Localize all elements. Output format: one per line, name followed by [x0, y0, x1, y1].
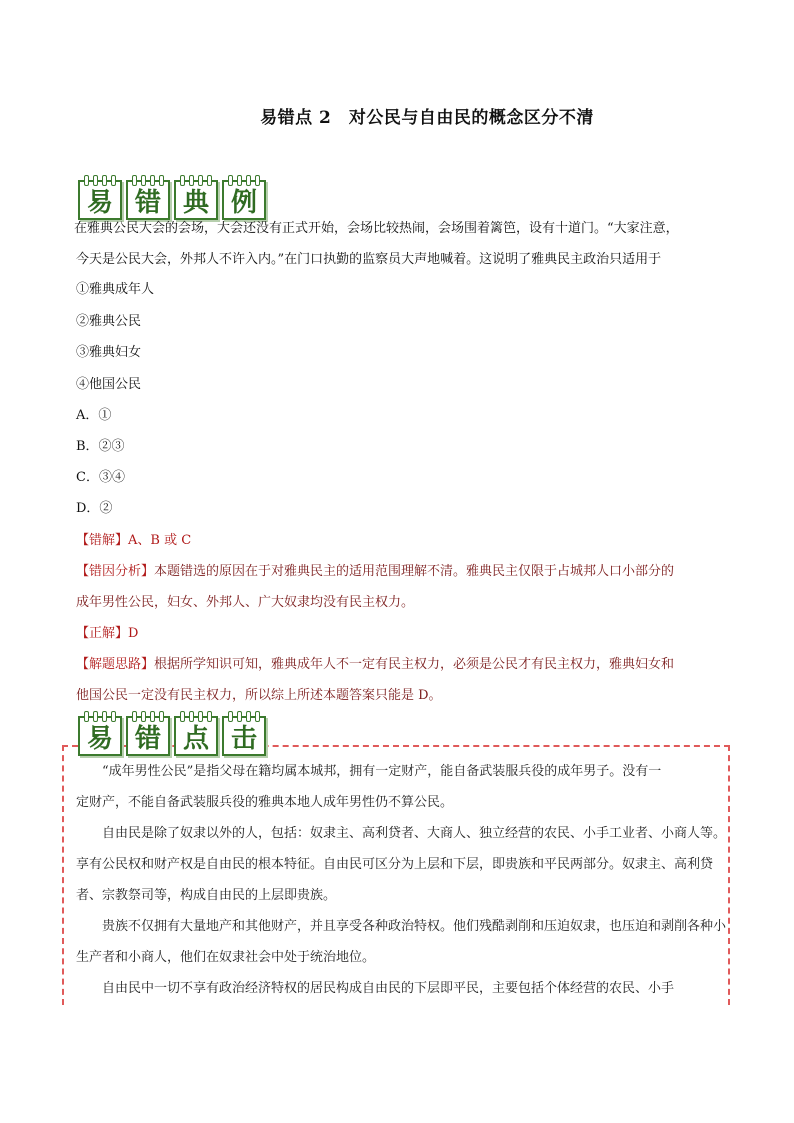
badge-char: 易: [78, 180, 122, 220]
error-analysis-label: 【错因分析】: [76, 564, 155, 579]
notes-paragraph-4: 自由民中一切不享有政治经济特权的居民构成自由民的下层即平民，主要包括个体经营的农民、小手: [102, 981, 675, 996]
badge-char: 例: [222, 180, 266, 220]
question-stem-line1: 在雅典公民大会的会场，大会还没有正式开始，会场比较热闹，会场围着篱笆，设有十道门。“大家注意，: [74, 221, 679, 236]
question-item: ②雅典公民: [76, 314, 142, 329]
question-item: ④他国公民: [76, 377, 142, 392]
section-badge-notes: [78, 716, 266, 756]
notes-paragraph-2: 自由民是除了奴隶以外的人，包括：奴隶主、高利贷者、大商人、独立经营的农民、小手工业者、小商人等。享有公民权和财产权是自由民的根本特征。自由民可区分为上层和下层，即贵族和平民两部分。奴隶主、高利贷者、宗教祭司等，构成自由民的上层即贵族。: [76, 826, 727, 903]
correct-answer: [76, 622, 138, 641]
correct-answer-text: D: [128, 626, 139, 641]
answer-option-a: A．①: [76, 408, 112, 423]
error-analysis-line1: 【错因分析】本题错选的原因在于对雅典民主的适用范围理解不清。雅典民主仅限于占城邦人口小部分的: [76, 564, 675, 579]
solution-line1: 【解题思路】根据所学知识可知，雅典成年人不一定有民主权力，必须是公民才有民主权力，雅典妇女和: [76, 657, 675, 672]
wrong-answer-text: A、B 或 C: [128, 533, 192, 548]
answer-option-b: B．②③: [76, 439, 125, 454]
page-title: 易错点 2 对公民与自由民的概念区分不清: [260, 108, 594, 128]
answer-option-c: C．③④: [76, 470, 125, 485]
wrong-answer: [76, 529, 191, 548]
question-item: ①雅典成年人: [76, 282, 155, 297]
badge-char: 错: [126, 180, 170, 220]
badge-char: 击: [222, 716, 266, 756]
badge-char: 点: [174, 716, 218, 756]
notes-paragraph-3: 贵族不仅拥有大量地产和其他财产，并且享受各种政治特权。他们残酷剥削和压迫奴隶，也压迫和剥削各种小生产者和小商人，他们在奴隶社会中处于统治地位。: [76, 919, 727, 965]
wrong-answer-label: 【错解】: [76, 533, 129, 548]
badge-char: 易: [78, 716, 122, 756]
question-stem-line2: 今天是公民大会，外邦人不许入内。”在门口执勤的监察员大声地喊着。这说明了雅典民主政治只适用于: [76, 252, 662, 267]
correct-answer-label: 【正解】: [76, 626, 129, 641]
error-analysis-line2: 成年男性公民，妇女、外邦人、广大奴隶均没有民主权力。: [76, 595, 415, 610]
question-item: ③雅典妇女: [76, 345, 142, 360]
solution-line2: 他国公民一定没有民主权力，所以综上所述本题答案只能是 D。: [76, 688, 442, 703]
solution-label: 【解题思路】: [76, 657, 155, 672]
answer-option-d: D．②: [76, 501, 113, 516]
notes-paragraph-1: “成年男性公民”是指父母在籍均属本城邦，拥有一定财产，能自备武装服兵役的成年男子。没有一 定财产，不能自备武装服兵役的雅典本地人成年男性仍不算公民。: [76, 764, 662, 810]
badge-char: 典: [174, 180, 218, 220]
badge-char: 错: [126, 716, 170, 756]
section-badge-examples: [78, 180, 266, 220]
